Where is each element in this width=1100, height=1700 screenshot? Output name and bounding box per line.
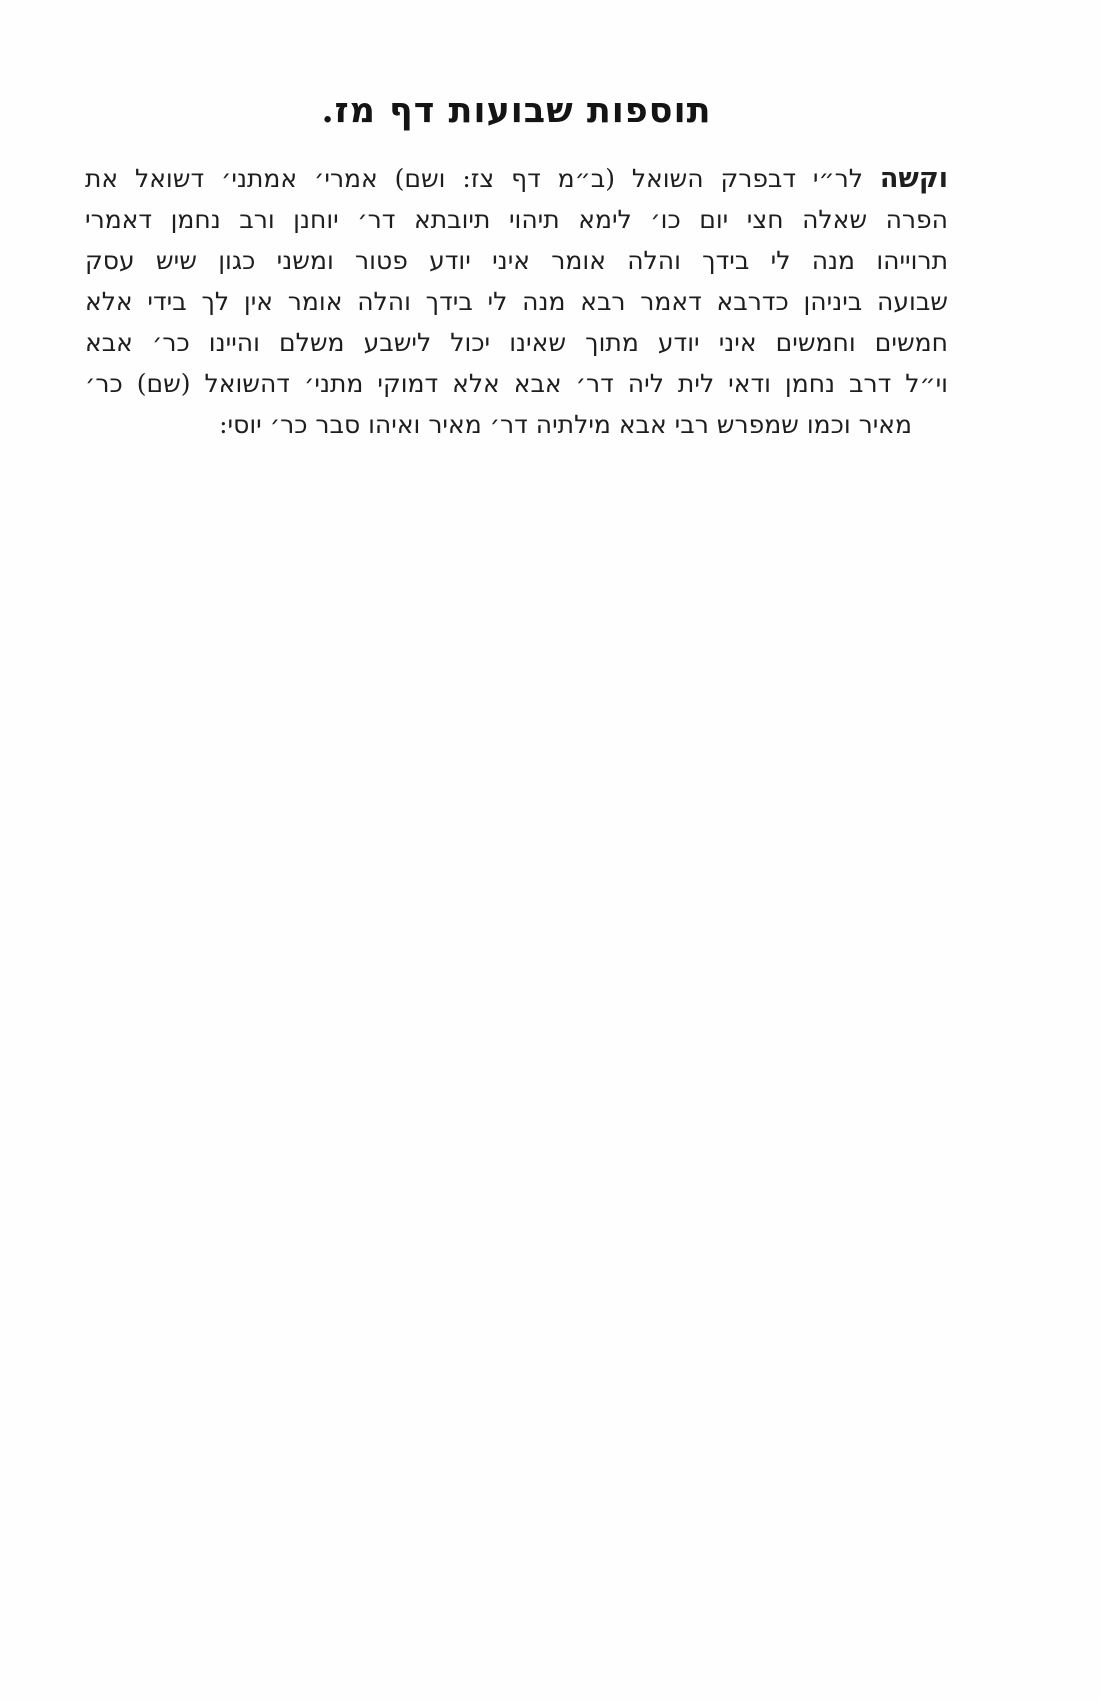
body-line: תרוייהו מנה לי בידך והלה אומר איני יודע פטור ומשני כגון שיש עסק	[85, 246, 948, 275]
body-line: וי״ל דרב נחמן ודאי לית ליה דר׳ אבא אלא דמוקי מתני׳ דהשואל (שם) כר׳	[85, 369, 948, 398]
body-line: חמשים וחמשים איני יודע מתוך שאינו יכול לישבע משלם והיינו כר׳ אבא	[85, 328, 948, 357]
body-line: הפרה שאלה חצי יום כו׳ לימא תיהוי תיובתא דר׳ יוחנן ורב נחמן דאמרי	[85, 205, 948, 234]
body-line	[85, 158, 948, 199]
body-line: מאיר וכמו שמפרש רבי אבא מילתיה דר׳ מאיר ואיהו סבר כר׳ יוסי:	[219, 410, 912, 439]
lead-word: וקשה	[879, 163, 948, 194]
body-text-block	[85, 158, 948, 445]
body-line: שבועה ביניהן כדרבא דאמר רבא מנה לי בידך והלה אומר אין לך בידי אלא	[85, 287, 948, 316]
page-title: תוספות שבועות דף מז.	[321, 90, 712, 131]
body-line-text: לר״י דבפרק השואל (ב״מ דף צז: ושם) אמרי׳ אמתני׳ דשואל את	[85, 164, 880, 193]
